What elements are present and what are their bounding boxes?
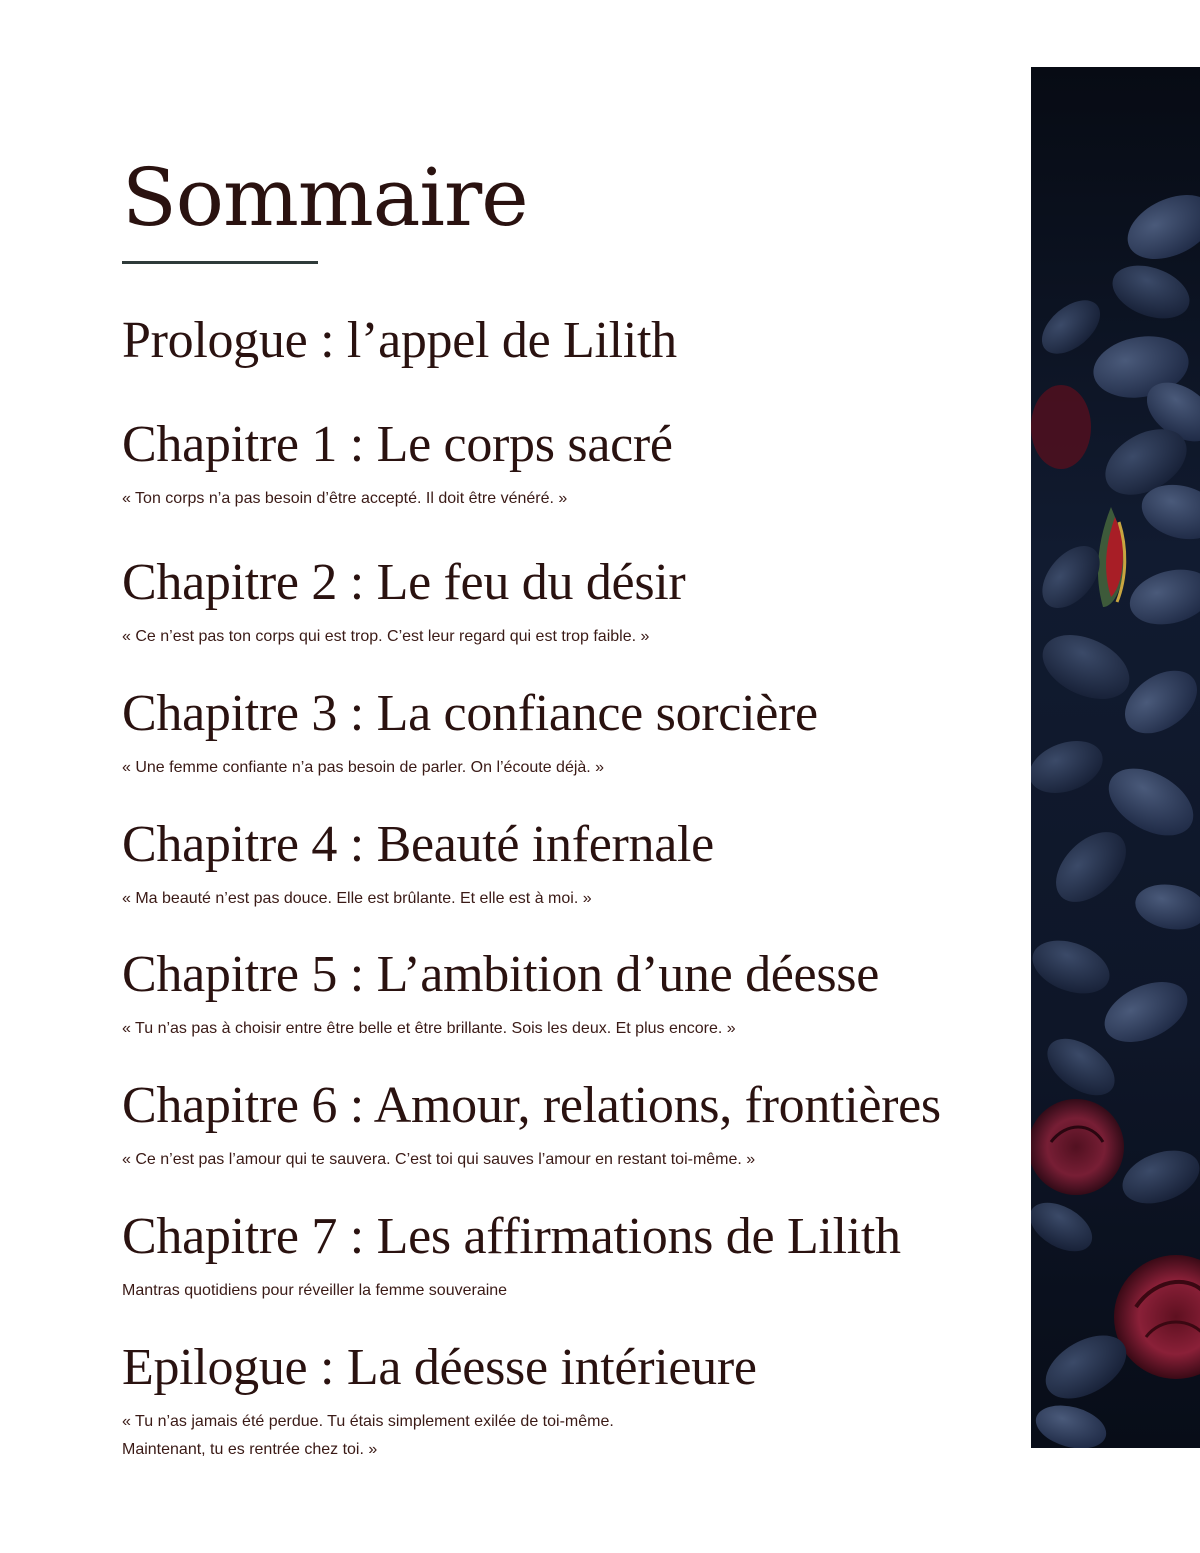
entry-title: Chapitre 7 : Les affirmations de Lilith — [122, 1208, 901, 1265]
toc-entry-chapter-5[interactable] — [122, 947, 879, 1043]
entry-title: Chapitre 1 : Le corps sacré — [122, 416, 673, 473]
entry-quote: « Ce n’est pas l’amour qui te sauvera. C’est toi qui sauves l’amour en restant toi-même. » — [122, 1151, 756, 1168]
roses-foliage-illustration — [1031, 67, 1200, 1448]
entry-title: Chapitre 5 : L’ambition d’une déesse — [122, 946, 879, 1003]
toc-entry-chapter-4[interactable] — [122, 817, 714, 913]
toc-entry-chapter-1[interactable] — [122, 417, 673, 513]
entry-title: Chapitre 4 : Beauté infernale — [122, 816, 714, 873]
entry-quote: « Ma beauté n’est pas douce. Elle est brûlante. Et elle est à moi. » — [122, 890, 592, 907]
entry-quote: « Ce n’est pas ton corps qui est trop. C’est leur regard qui est trop faible. » — [122, 628, 650, 645]
page-title: Sommaire — [122, 151, 528, 244]
title-underline — [122, 261, 318, 264]
toc-entry-chapter-2[interactable] — [122, 555, 685, 651]
toc-entry-chapter-6[interactable] — [122, 1078, 941, 1174]
toc-entry-chapter-7[interactable] — [122, 1209, 901, 1305]
entry-title: Chapitre 3 : La confiance sorcière — [122, 685, 818, 742]
entry-title: Chapitre 2 : Le feu du désir — [122, 554, 686, 611]
entry-title: Epilogue : La déesse intérieure — [122, 1339, 757, 1396]
entry-quote: « Une femme confiante n’a pas besoin de parler. On l’écoute déjà. » — [122, 759, 605, 776]
entry-quote: « Tu n’as pas à choisir entre être belle et être brillante. Sois les deux. Et plus encore. » — [122, 1020, 736, 1037]
toc-entry-prologue[interactable] — [122, 313, 677, 369]
entry-quote: « Ton corps n’a pas besoin d’être accepté. Il doit être vénéré. » — [122, 490, 568, 507]
entry-title: Prologue : l’appel de Lilith — [122, 312, 677, 369]
roses-photo — [1031, 67, 1200, 1448]
entry-quote-line: Maintenant, tu es rentrée chez toi. » — [122, 1441, 378, 1458]
entry-quote: Mantras quotidiens pour réveiller la femme souveraine — [122, 1282, 508, 1299]
entry-title: Chapitre 6 : Amour, relations, frontières — [122, 1077, 941, 1134]
entry-quote-line: « Tu n’as jamais été perdue. Tu étais simplement exilée de toi-même. — [122, 1413, 614, 1430]
entry-quote — [122, 1408, 757, 1464]
toc-entry-epilogue[interactable] — [122, 1340, 757, 1464]
toc-entry-chapter-3[interactable] — [122, 686, 818, 782]
